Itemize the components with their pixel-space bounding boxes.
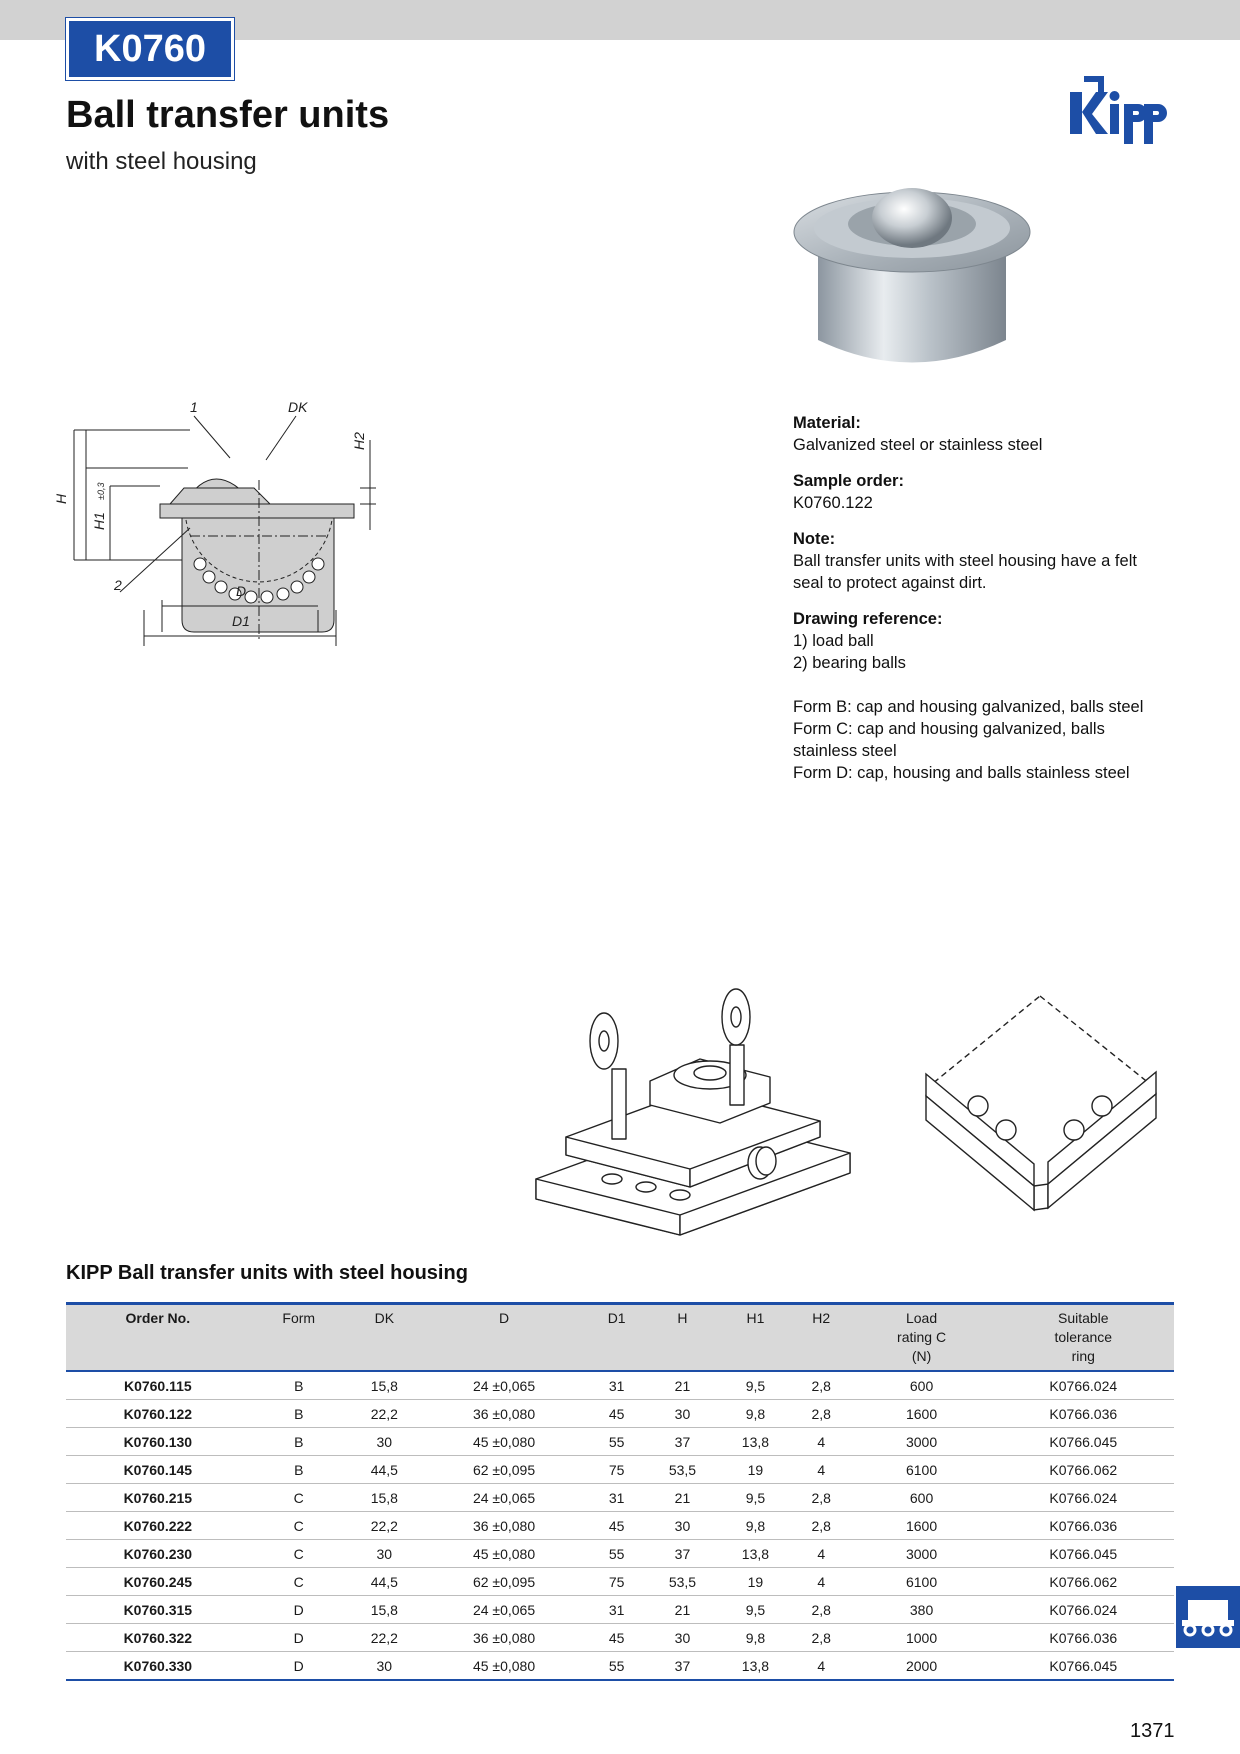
cell-load-rating: 6100 [851,1568,993,1596]
cell-tolerance-ring: K0766.045 [993,1428,1174,1456]
table-row [66,1568,1174,1596]
ball-transfer-category-icon[interactable] [1176,1586,1240,1648]
table-row [66,1624,1174,1652]
cell-h: 37 [646,1652,719,1681]
drawing-reference-line: 1) load ball [793,632,874,650]
cell-dk: 22,2 [348,1400,421,1428]
cell-tolerance-ring: K0766.045 [993,1540,1174,1568]
cell-h: 53,5 [646,1568,719,1596]
cell-h2: 2,8 [792,1371,851,1400]
note-line: Ball transfer units with steel housing have a felt [793,552,1137,570]
cell-h2: 4 [792,1428,851,1456]
form-line: Form C: cap and housing galvanized, balls [793,720,1105,738]
drawing-label-d: D [236,583,247,599]
cell-dk: 15,8 [348,1484,421,1512]
drawing-label-dk: DK [288,399,308,415]
cell-load-rating: 380 [851,1596,993,1624]
cell-form: B [250,1371,348,1400]
form-line: Form D: cap, housing and balls stainless steel [793,764,1130,782]
column-header-h: H [646,1304,719,1372]
drawing-label-h1-tol: ±0,3 [96,482,106,500]
cell-h1: 19 [719,1456,792,1484]
cell-order-no: K0760.115 [66,1371,250,1400]
column-header-tolerance-ring: Suitable tolerance ring [993,1304,1174,1372]
cell-order-no: K0760.315 [66,1596,250,1624]
material-text: Galvanized steel or stainless steel [793,436,1043,454]
cell-load-rating: 1600 [851,1400,993,1428]
cell-order-no: K0760.145 [66,1456,250,1484]
cell-h2: 4 [792,1568,851,1596]
material-label: Material: [793,414,861,432]
cell-tolerance-ring: K0766.036 [993,1624,1174,1652]
corner-application-illustration [918,988,1188,1228]
cell-h: 37 [646,1428,719,1456]
cell-form: C [250,1484,348,1512]
cell-d1: 75 [587,1568,646,1596]
cell-load-rating: 1600 [851,1512,993,1540]
cell-form: B [250,1456,348,1484]
cell-d: 45 ±0,080 [421,1540,588,1568]
cell-h: 21 [646,1596,719,1624]
cell-h1: 13,8 [719,1428,792,1456]
cell-form: C [250,1512,348,1540]
cell-h1: 9,5 [719,1484,792,1512]
cell-form: D [250,1652,348,1681]
table-row [66,1371,1174,1400]
page-subtitle: with steel housing [66,148,257,175]
page-title: Ball transfer units [66,94,390,136]
cell-h1: 13,8 [719,1652,792,1681]
cell-load-rating: 3000 [851,1428,993,1456]
cell-form: B [250,1428,348,1456]
cell-dk: 44,5 [348,1568,421,1596]
product-info [793,412,1193,798]
note-line: seal to protect against dirt. [793,574,987,592]
cell-h2: 2,8 [792,1596,851,1624]
cell-h: 53,5 [646,1456,719,1484]
cell-form: C [250,1568,348,1596]
cell-d: 36 ±0,080 [421,1624,588,1652]
cell-d: 45 ±0,080 [421,1428,588,1456]
table-row [66,1596,1174,1624]
cell-d1: 31 [587,1371,646,1400]
cell-d: 24 ±0,065 [421,1596,588,1624]
table-row [66,1512,1174,1540]
form-line: Form B: cap and housing galvanized, balls steel [793,698,1144,716]
note-label: Note: [793,530,836,548]
cell-load-rating: 600 [851,1371,993,1400]
table-title: KIPP Ball transfer units with steel housing [66,1262,468,1284]
drawing-label-1: 1 [190,399,198,415]
cell-form: D [250,1624,348,1652]
cell-dk: 15,8 [348,1371,421,1400]
cell-order-no: K0760.245 [66,1568,250,1596]
cell-h: 37 [646,1540,719,1568]
drawing-label-2: 2 [114,577,122,593]
cell-d1: 75 [587,1456,646,1484]
cell-tolerance-ring: K0766.045 [993,1652,1174,1681]
product-code-badge: K0760 [66,18,234,80]
cell-d1: 55 [587,1428,646,1456]
cell-tolerance-ring: K0766.062 [993,1568,1174,1596]
product-photo [784,180,1040,380]
column-header-h1: H1 [719,1304,792,1372]
cell-h2: 4 [792,1456,851,1484]
cell-h1: 9,8 [719,1400,792,1428]
cell-h1: 9,8 [719,1512,792,1540]
drawing-label-d1: D1 [232,613,250,629]
sample-order-label: Sample order: [793,472,904,490]
cell-dk: 22,2 [348,1512,421,1540]
cell-h1: 9,5 [719,1371,792,1400]
column-header-d1: D1 [587,1304,646,1372]
cell-d1: 31 [587,1484,646,1512]
cell-load-rating: 1000 [851,1624,993,1652]
cell-dk: 30 [348,1428,421,1456]
cell-h2: 2,8 [792,1624,851,1652]
cell-d: 24 ±0,065 [421,1484,588,1512]
table-row [66,1456,1174,1484]
table-row [66,1400,1174,1428]
cell-h2: 4 [792,1540,851,1568]
cell-load-rating: 2000 [851,1652,993,1681]
drawing-reference-line: 2) bearing balls [793,654,906,672]
cell-tolerance-ring: K0766.062 [993,1456,1174,1484]
cell-h1: 13,8 [719,1540,792,1568]
cell-tolerance-ring: K0766.024 [993,1596,1174,1624]
cell-h: 30 [646,1624,719,1652]
cell-d1: 55 [587,1540,646,1568]
cell-d: 36 ±0,080 [421,1400,588,1428]
cell-d1: 45 [587,1624,646,1652]
cell-load-rating: 6100 [851,1456,993,1484]
column-header-h2: H2 [792,1304,851,1372]
cell-load-rating: 3000 [851,1540,993,1568]
cell-h1: 9,5 [719,1596,792,1624]
cell-order-no: K0760.322 [66,1624,250,1652]
cell-tolerance-ring: K0766.036 [993,1512,1174,1540]
cell-h: 21 [646,1371,719,1400]
table-header-row [66,1304,1174,1372]
cell-load-rating: 600 [851,1484,993,1512]
page-number: 1371 [1130,1720,1175,1742]
cell-h2: 4 [792,1652,851,1681]
cell-form: B [250,1400,348,1428]
form-line: stainless steel [793,742,897,760]
drawing-label-h2: H2 [351,432,367,450]
table-row [66,1540,1174,1568]
cell-h1: 19 [719,1568,792,1596]
sample-order-text: K0760.122 [793,494,873,512]
cell-order-no: K0760.130 [66,1428,250,1456]
cell-d: 45 ±0,080 [421,1652,588,1681]
cell-order-no: K0760.215 [66,1484,250,1512]
cell-h2: 2,8 [792,1400,851,1428]
cell-order-no: K0760.122 [66,1400,250,1428]
cell-h: 30 [646,1512,719,1540]
cell-tolerance-ring: K0766.036 [993,1400,1174,1428]
cell-d: 36 ±0,080 [421,1512,588,1540]
column-header-d: D [421,1304,588,1372]
table-row [66,1428,1174,1456]
cell-d: 62 ±0,095 [421,1568,588,1596]
cell-d1: 45 [587,1400,646,1428]
cell-form: D [250,1596,348,1624]
cell-h: 21 [646,1484,719,1512]
cell-order-no: K0760.230 [66,1540,250,1568]
cell-form: C [250,1540,348,1568]
cell-tolerance-ring: K0766.024 [993,1371,1174,1400]
cell-h1: 9,8 [719,1624,792,1652]
cell-d1: 55 [587,1652,646,1681]
cell-d1: 31 [587,1596,646,1624]
specification-table [66,1302,1174,1681]
column-header-dk: DK [348,1304,421,1372]
cell-dk: 30 [348,1652,421,1681]
cell-dk: 22,2 [348,1624,421,1652]
cell-d: 62 ±0,095 [421,1456,588,1484]
column-header-load-rating: Load rating C (N) [851,1304,993,1372]
kipp-logo-icon [1066,72,1178,154]
cell-order-no: K0760.330 [66,1652,250,1681]
cell-h2: 2,8 [792,1484,851,1512]
cell-d: 24 ±0,065 [421,1371,588,1400]
cell-h2: 2,8 [792,1512,851,1540]
cell-tolerance-ring: K0766.024 [993,1484,1174,1512]
cell-d1: 45 [587,1512,646,1540]
column-header-form: Form [250,1304,348,1372]
column-header-order-no: Order No. [66,1304,250,1372]
table-row [66,1652,1174,1681]
drawing-reference-label: Drawing reference: [793,610,943,628]
technical-drawing [53,399,400,720]
cell-dk: 15,8 [348,1596,421,1624]
cell-h: 30 [646,1400,719,1428]
cell-dk: 30 [348,1540,421,1568]
drawing-label-h: H [53,493,69,504]
cell-order-no: K0760.222 [66,1512,250,1540]
table-row [66,1484,1174,1512]
drawing-label-h1: H1 [91,512,107,530]
cell-dk: 44,5 [348,1456,421,1484]
fixture-application-illustration [530,985,860,1255]
